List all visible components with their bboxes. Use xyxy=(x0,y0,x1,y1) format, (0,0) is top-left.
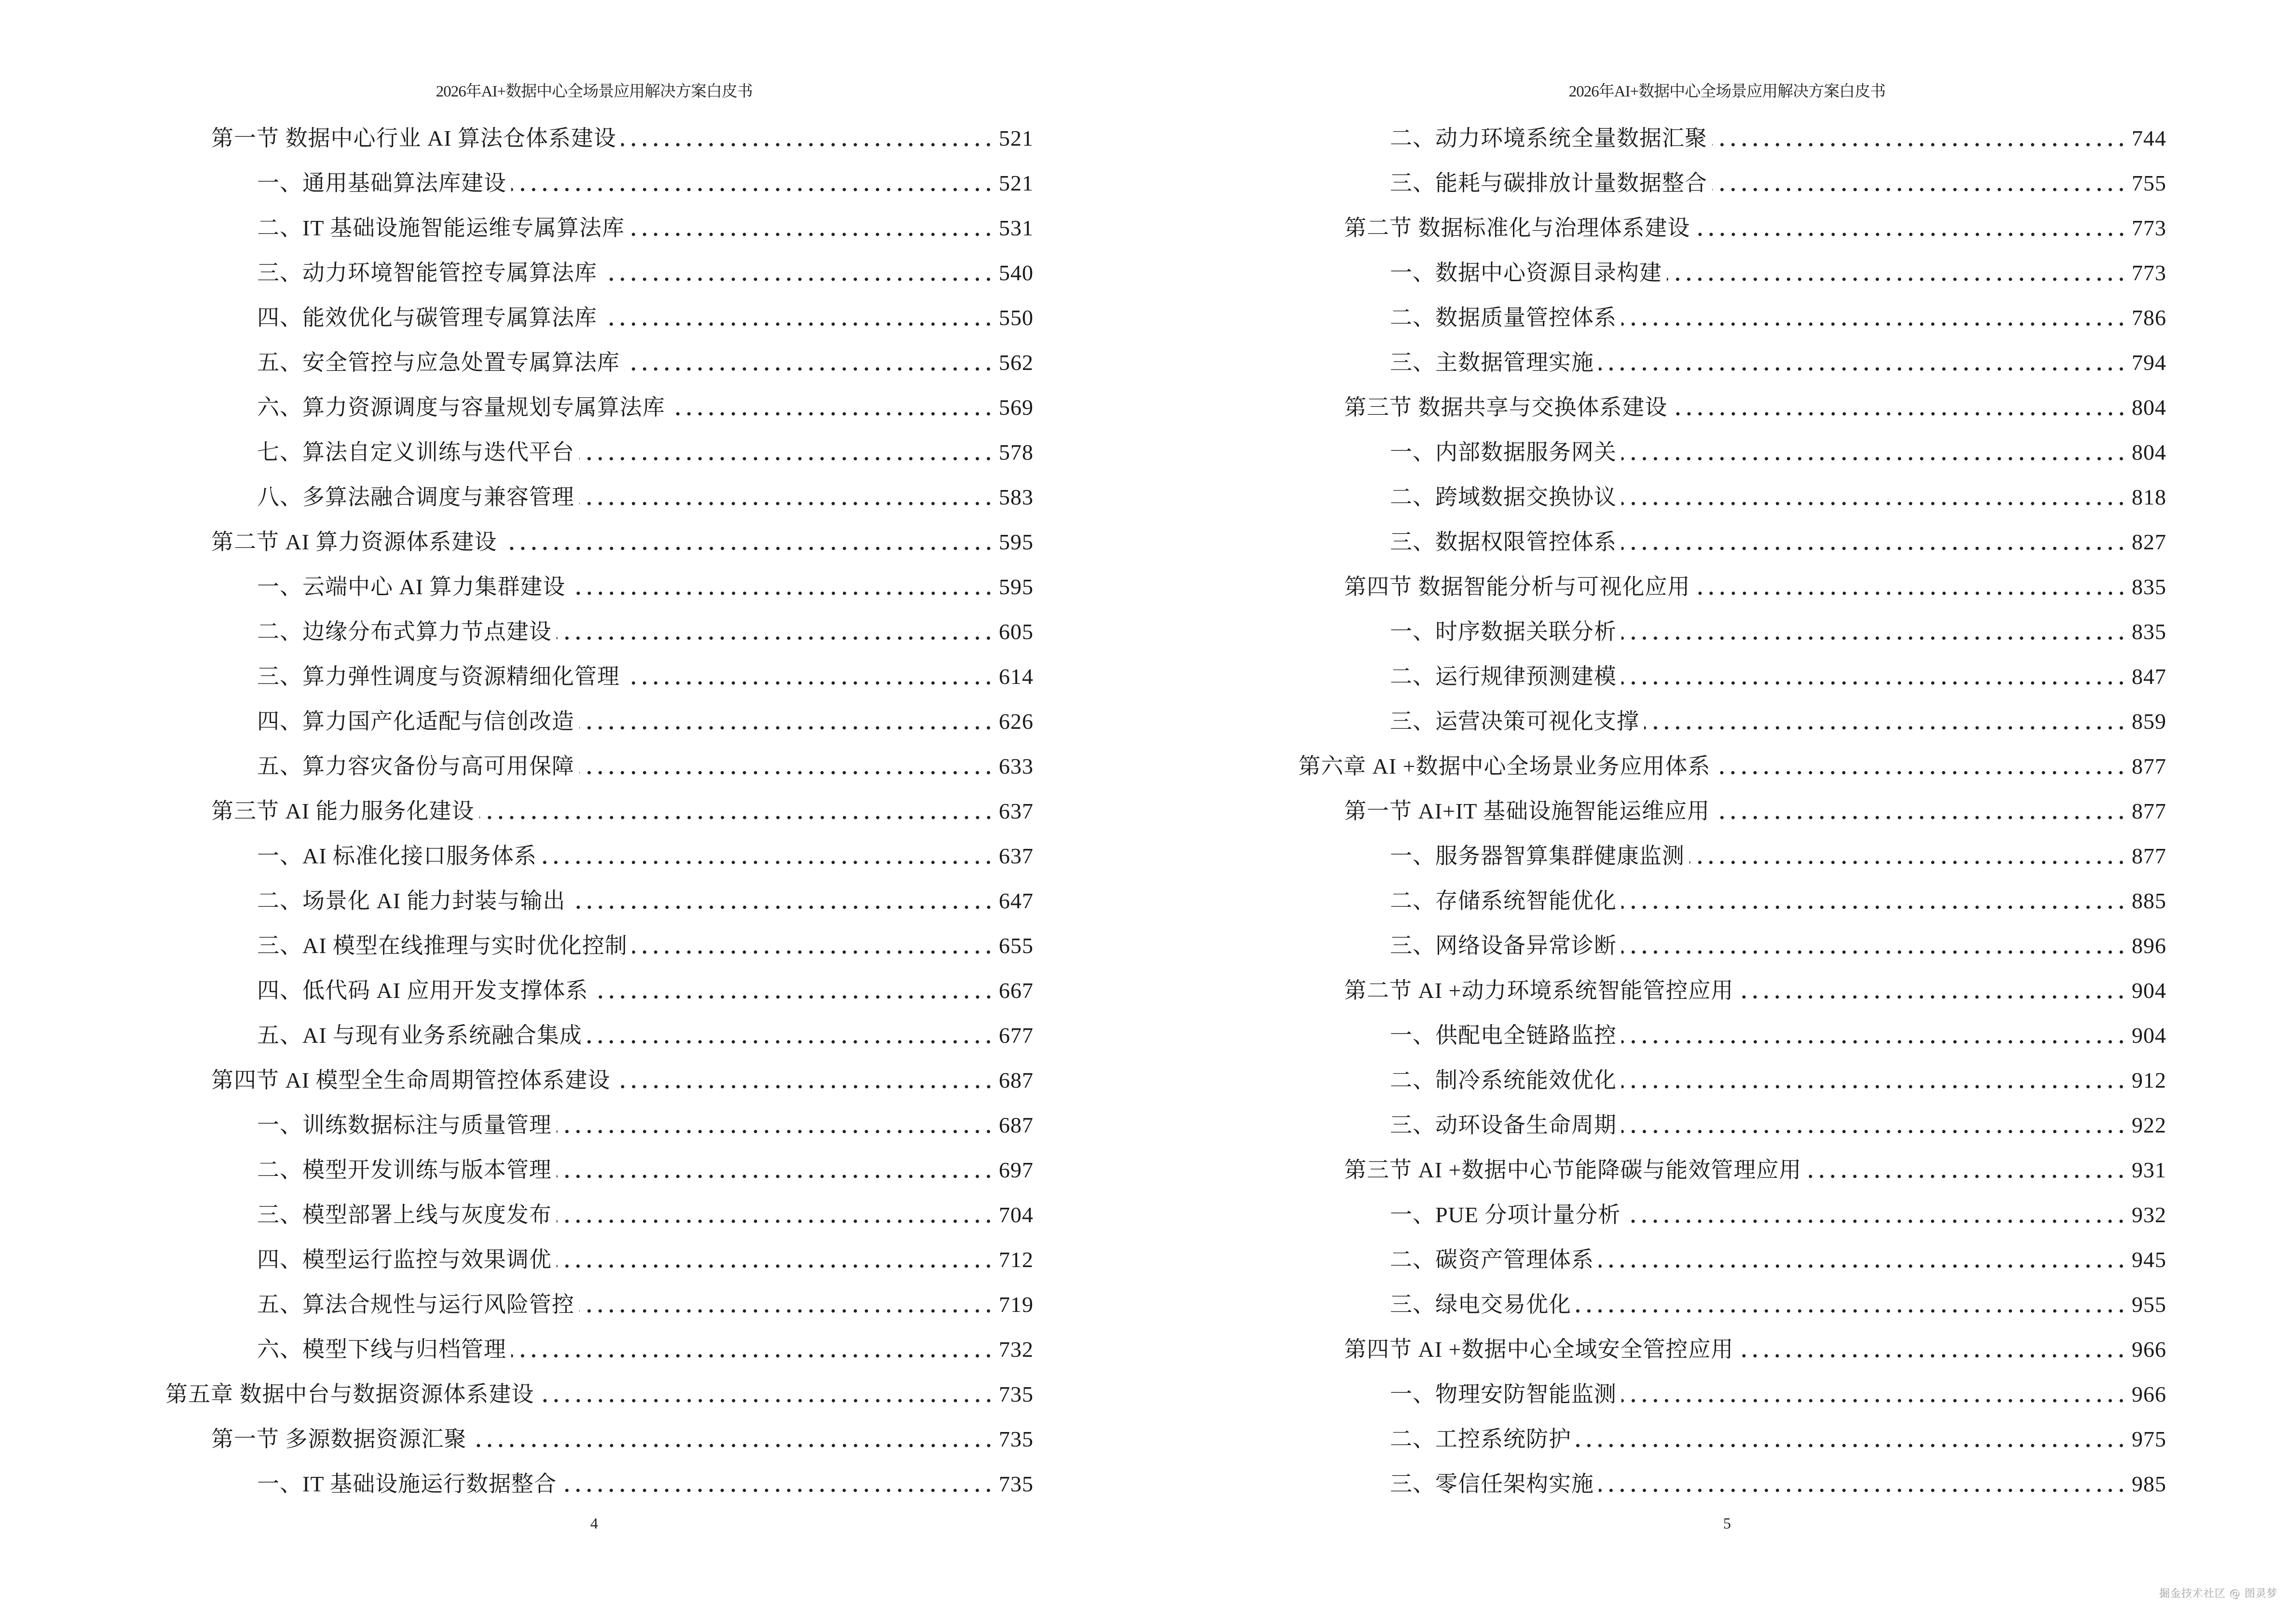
toc-entry-page-number: 521 xyxy=(999,170,1034,195)
toc-entry-page-number: 818 xyxy=(2132,484,2166,509)
running-header: 2026年AI+数据中心全场景应用解决方案白皮书 xyxy=(436,83,753,100)
dot-leader xyxy=(1715,816,2127,819)
toc-entry-section[interactable] xyxy=(1133,564,2166,609)
toc-entry-page-number: 605 xyxy=(999,619,1034,644)
dot-leader xyxy=(539,1399,994,1403)
toc-entry-page-number: 773 xyxy=(2132,215,2166,240)
toc-entry-page-number: 744 xyxy=(2132,125,2166,150)
dot-leader xyxy=(1689,860,2127,864)
toc-entry-title: 三、主数据管理实施 xyxy=(1390,350,1594,375)
toc-entry-page-number: 773 xyxy=(2132,260,2166,285)
toc-entry-item[interactable] xyxy=(1133,161,2166,205)
toc-entry-item[interactable] xyxy=(1133,699,2166,744)
toc-entry-title: 三、动环设备生命周期 xyxy=(1390,1112,1617,1137)
dot-leader xyxy=(1667,277,2127,281)
toc-entry-item[interactable] xyxy=(0,878,1034,923)
dot-leader xyxy=(1621,322,2127,326)
dot-leader xyxy=(511,1354,994,1358)
dot-leader xyxy=(587,1040,994,1044)
toc-entry-item[interactable] xyxy=(1133,340,2166,385)
toc-entry-title: 一、AI 标准化接口服务体系 xyxy=(257,843,537,868)
toc-entry-item[interactable] xyxy=(0,250,1034,295)
toc-entry-page-number: 847 xyxy=(2132,664,2166,689)
toc-entry-item[interactable] xyxy=(0,1147,1034,1192)
toc-entry-title: 二、场景化 AI 能力封装与输出 xyxy=(257,888,566,913)
toc-entry-title: 一、云端中心 AI 算力集群建设 xyxy=(257,574,566,599)
toc-entry-title: 第四节 AI +数据中心全域安全管控应用 xyxy=(1344,1337,1734,1362)
dot-leader xyxy=(571,591,994,595)
dot-leader xyxy=(1695,591,2127,595)
dot-leader xyxy=(579,1309,994,1313)
toc-entry-page-number: 966 xyxy=(2132,1337,2166,1362)
toc-entry-item[interactable] xyxy=(0,385,1034,430)
toc-entry-item[interactable] xyxy=(0,1282,1034,1327)
dot-leader xyxy=(1806,1174,2127,1178)
toc-entry-title: 三、算力弹性调度与资源精细化管理 xyxy=(257,664,620,689)
dot-leader xyxy=(511,188,994,191)
toc-entry-title: 二、工控系统防护 xyxy=(1390,1426,1571,1451)
dot-leader xyxy=(602,322,994,326)
toc-entry-page-number: 786 xyxy=(2132,305,2166,330)
dot-leader xyxy=(625,681,994,685)
toc-entry-title: 五、安全管控与应急处置专属算法库 xyxy=(257,350,620,375)
dot-leader xyxy=(593,995,994,999)
dot-leader xyxy=(557,1264,994,1268)
dot-leader xyxy=(1621,1085,2127,1089)
toc-entry-title: 第二节 AI 算力资源体系建设 xyxy=(211,529,497,554)
toc-list xyxy=(1133,116,2166,1506)
toc-entry-item[interactable] xyxy=(1133,923,2166,968)
toc-entry-page-number: 521 xyxy=(999,125,1034,150)
dot-leader xyxy=(1621,457,2127,461)
toc-entry-page-number: 735 xyxy=(999,1381,1034,1406)
toc-entry-item[interactable] xyxy=(1133,295,2166,340)
toc-entry-title: 三、AI 模型在线推理与实时优化控制 xyxy=(257,933,628,958)
toc-entry-page-number: 583 xyxy=(999,484,1034,509)
dot-leader xyxy=(625,367,994,371)
toc-entry-title: 第一节 AI+IT 基础设施智能运维应用 xyxy=(1344,798,1710,823)
toc-entry-title: 四、低代码 AI 应用开发支撑体系 xyxy=(257,978,588,1003)
toc-entry-title: 三、零信任架构实施 xyxy=(1390,1471,1594,1496)
toc-entry-item[interactable] xyxy=(1133,878,2166,923)
toc-entry-page-number: 931 xyxy=(2132,1157,2166,1182)
toc-entry-title: 三、能耗与碳排放计量数据整合 xyxy=(1390,170,1707,195)
dot-leader xyxy=(561,1488,994,1492)
toc-entry-title: 三、运营决策可视化支撑 xyxy=(1390,709,1639,734)
dot-leader xyxy=(1621,681,2127,685)
dot-leader xyxy=(1621,1130,2127,1133)
toc-entry-title: 六、模型下线与归档管理 xyxy=(257,1337,506,1362)
dot-leader xyxy=(1621,905,2127,909)
toc-entry-title: 四、能效优化与碳管理专属算法库 xyxy=(257,305,597,330)
dot-leader xyxy=(479,816,994,819)
toc-entry-section[interactable] xyxy=(1133,1147,2166,1192)
toc-entry-item[interactable] xyxy=(1133,654,2166,699)
toc-entry-chapter[interactable] xyxy=(0,1372,1034,1417)
dot-leader xyxy=(1621,950,2127,954)
toc-entry-title: 第三节 AI 能力服务化建设 xyxy=(211,798,475,823)
toc-entry-page-number: 704 xyxy=(999,1202,1034,1227)
toc-entry-page-number: 697 xyxy=(999,1157,1034,1182)
toc-entry-item[interactable] xyxy=(0,205,1034,250)
toc-entry-page-number: 677 xyxy=(999,1023,1034,1048)
watermark: 掘金技术社区 @ 图灵梦 xyxy=(2160,1588,2278,1600)
toc-entry-page-number: 687 xyxy=(999,1067,1034,1092)
toc-entry-title: 一、内部数据服务网关 xyxy=(1390,439,1617,464)
toc-entry-item[interactable] xyxy=(0,833,1034,878)
dot-leader xyxy=(1621,1040,2127,1044)
dot-leader xyxy=(579,726,994,730)
toc-entry-page-number: 735 xyxy=(999,1426,1034,1451)
toc-entry-item[interactable] xyxy=(1133,833,2166,878)
dot-leader xyxy=(615,1085,994,1089)
toc-entry-item[interactable] xyxy=(1133,250,2166,295)
toc-entry-page-number: 667 xyxy=(999,978,1034,1003)
toc-entry-item[interactable] xyxy=(0,1013,1034,1058)
dot-leader xyxy=(1621,502,2127,505)
dot-leader xyxy=(571,905,994,909)
toc-entry-page-number: 904 xyxy=(2132,1023,2166,1048)
toc-entry-page-number: 637 xyxy=(999,843,1034,868)
toc-entry-page-number: 578 xyxy=(999,439,1034,464)
dot-leader xyxy=(1599,367,2127,371)
dot-leader xyxy=(579,502,994,505)
dot-leader xyxy=(1738,1354,2127,1358)
toc-entry-item[interactable] xyxy=(0,340,1034,385)
toc-entry-title: 四、模型运行监控与效果调优 xyxy=(257,1247,552,1272)
toc-entry-section[interactable] xyxy=(1133,1327,2166,1372)
toc-entry-page-number: 945 xyxy=(2132,1247,2166,1272)
toc-entry-title: 第二节 数据标准化与治理体系建设 xyxy=(1344,215,1690,240)
dot-leader xyxy=(1599,1264,2127,1268)
toc-entry-section[interactable] xyxy=(0,1058,1034,1103)
dot-leader xyxy=(602,277,994,281)
toc-entry-title: 五、AI 与现有业务系统融合集成 xyxy=(257,1023,583,1048)
toc-entry-item[interactable] xyxy=(1133,1013,2166,1058)
dot-leader xyxy=(579,457,994,461)
toc-entry-page-number: 896 xyxy=(2132,933,2166,958)
toc-entry-item[interactable] xyxy=(0,161,1034,205)
toc-entry-section[interactable] xyxy=(0,1417,1034,1461)
toc-entry-title: 三、数据权限管控体系 xyxy=(1390,529,1617,554)
dot-leader xyxy=(1712,143,2127,147)
toc-entry-page-number: 595 xyxy=(999,529,1034,554)
toc-entry-page-number: 712 xyxy=(999,1247,1034,1272)
dot-leader xyxy=(579,771,994,775)
toc-entry-page-number: 922 xyxy=(2132,1112,2166,1137)
toc-entry-title: 五、算力容灾备份与高可用保障 xyxy=(257,753,574,778)
toc-entry-item[interactable] xyxy=(1133,519,2166,564)
dot-leader xyxy=(632,950,994,954)
toc-entry-page-number: 755 xyxy=(2132,170,2166,195)
toc-entry-item[interactable] xyxy=(0,1327,1034,1372)
toc-entry-item[interactable] xyxy=(0,654,1034,699)
toc-entry-title: 一、时序数据关联分析 xyxy=(1390,619,1617,644)
toc-entry-item[interactable] xyxy=(0,430,1034,475)
toc-entry-page-number: 687 xyxy=(999,1112,1034,1137)
toc-entry-title: 一、供配电全链路监控 xyxy=(1390,1023,1617,1048)
right-page xyxy=(1133,0,2266,1624)
dot-leader xyxy=(557,1130,994,1133)
toc-entry-page-number: 595 xyxy=(999,574,1034,599)
dot-leader xyxy=(1621,636,2127,640)
toc-entry-title: 一、物理安防智能监测 xyxy=(1390,1381,1617,1406)
dot-leader xyxy=(1621,546,2127,550)
toc-entry-page-number: 531 xyxy=(999,215,1034,240)
toc-entry-item[interactable] xyxy=(0,1237,1034,1282)
toc-entry-title: 二、运行规律预测建模 xyxy=(1390,664,1617,689)
dot-leader xyxy=(1644,726,2127,730)
toc-entry-item[interactable] xyxy=(0,923,1034,968)
toc-entry-page-number: 912 xyxy=(2132,1067,2166,1092)
toc-entry-item[interactable] xyxy=(1133,116,2166,161)
toc-entry-title: 三、模型部署上线与灰度发布 xyxy=(257,1202,552,1227)
dot-leader xyxy=(1712,188,2127,191)
dot-leader xyxy=(1695,232,2127,236)
toc-entry-item[interactable] xyxy=(1133,1417,2166,1461)
toc-entry-title: 第一节 多源数据资源汇聚 xyxy=(211,1426,467,1451)
toc-entry-item[interactable] xyxy=(0,564,1034,609)
toc-entry-page-number: 647 xyxy=(999,888,1034,913)
toc-entry-page-number: 827 xyxy=(2132,529,2166,554)
toc-entry-title: 第六章 AI +数据中心全场景业务应用体系 xyxy=(1298,753,1711,778)
toc-entry-page-number: 877 xyxy=(2132,798,2166,823)
dot-leader xyxy=(472,1444,994,1447)
dot-leader xyxy=(1621,1399,2127,1403)
toc-entry-chapter[interactable] xyxy=(1133,744,2166,789)
toc-entry-title: 二、IT 基础设施智能运维专属算法库 xyxy=(257,215,625,240)
toc-entry-title: 三、绿电交易优化 xyxy=(1390,1292,1571,1317)
toc-entry-page-number: 859 xyxy=(2132,709,2166,734)
toc-entry-title: 五、算法合规性与运行风险管控 xyxy=(257,1292,574,1317)
toc-entry-title: 一、服务器智算集群健康监测 xyxy=(1390,843,1685,868)
toc-entry-page-number: 885 xyxy=(2132,888,2166,913)
toc-entry-page-number: 719 xyxy=(999,1292,1034,1317)
dot-leader xyxy=(1625,1219,2127,1223)
toc-entry-page-number: 569 xyxy=(999,395,1034,420)
toc-entry-page-number: 975 xyxy=(2132,1426,2166,1451)
toc-entry-title: 一、IT 基础设施运行数据整合 xyxy=(257,1471,557,1496)
page-number: 5 xyxy=(1723,1515,1731,1532)
toc-entry-item[interactable] xyxy=(0,744,1034,789)
toc-entry-item[interactable] xyxy=(0,475,1034,519)
page-number: 4 xyxy=(590,1515,598,1532)
toc-entry-page-number: 735 xyxy=(999,1471,1034,1496)
toc-entry-item[interactable] xyxy=(0,968,1034,1013)
toc-entry-item[interactable] xyxy=(0,1103,1034,1147)
dot-leader xyxy=(1599,1488,2127,1492)
toc-entry-item[interactable] xyxy=(1133,475,2166,519)
toc-entry-page-number: 966 xyxy=(2132,1381,2166,1406)
toc-entry-title: 二、跨域数据交换协议 xyxy=(1390,484,1617,509)
toc-entry-title: 七、算法自定义训练与迭代平台 xyxy=(257,439,574,464)
toc-entry-title: 四、算力国产化适配与信创改造 xyxy=(257,709,574,734)
dot-leader xyxy=(557,1174,994,1178)
toc-entry-page-number: 637 xyxy=(999,798,1034,823)
toc-entry-title: 三、网络设备异常诊断 xyxy=(1390,933,1617,958)
toc-entry-item[interactable] xyxy=(1133,1103,2166,1147)
toc-entry-item[interactable] xyxy=(1133,1372,2166,1417)
toc-entry-page-number: 562 xyxy=(999,350,1034,375)
toc-entry-title: 一、数据中心资源目录构建 xyxy=(1390,260,1662,285)
toc-entry-title: 二、边缘分布式算力节点建设 xyxy=(257,619,552,644)
toc-entry-item[interactable] xyxy=(0,699,1034,744)
toc-entry-item[interactable] xyxy=(1133,609,2166,654)
toc-entry-title: 二、制冷系统能效优化 xyxy=(1390,1067,1617,1092)
dot-leader xyxy=(621,143,994,147)
dot-leader xyxy=(542,860,994,864)
toc-entry-page-number: 985 xyxy=(2132,1471,2166,1496)
dot-leader xyxy=(670,412,994,416)
toc-entry-item[interactable] xyxy=(1133,1461,2166,1506)
toc-entry-title: 三、动力环境智能管控专属算法库 xyxy=(257,260,597,285)
toc-entry-section[interactable] xyxy=(0,519,1034,564)
toc-entry-title: 二、动力环境系统全量数据汇聚 xyxy=(1390,125,1707,150)
dot-leader xyxy=(629,232,994,236)
toc-entry-page-number: 877 xyxy=(2132,753,2166,778)
toc-entry-page-number: 804 xyxy=(2132,439,2166,464)
toc-entry-title: 一、通用基础算法库建设 xyxy=(257,170,506,195)
toc-entry-page-number: 804 xyxy=(2132,395,2166,420)
toc-entry-section[interactable] xyxy=(1133,385,2166,430)
dot-leader xyxy=(1576,1309,2127,1313)
toc-entry-title: 一、训练数据标注与质量管理 xyxy=(257,1112,552,1137)
toc-entry-page-number: 732 xyxy=(999,1337,1034,1362)
toc-entry-item[interactable] xyxy=(1133,1058,2166,1103)
toc-entry-item[interactable] xyxy=(1133,1192,2166,1237)
toc-entry-title: 六、算力资源调度与容量规划专属算法库 xyxy=(257,395,665,420)
toc-entry-item[interactable] xyxy=(0,1192,1034,1237)
toc-entry-title: 第五章 数据中台与数据资源体系建设 xyxy=(165,1381,534,1406)
toc-list xyxy=(0,116,1034,1506)
toc-entry-page-number: 626 xyxy=(999,709,1034,734)
dot-leader xyxy=(1673,412,2127,416)
toc-entry-page-number: 540 xyxy=(999,260,1034,285)
toc-entry-title: 二、存储系统智能优化 xyxy=(1390,888,1617,913)
toc-entry-title: 第二节 AI +动力环境系统智能管控应用 xyxy=(1344,978,1734,1003)
toc-entry-item[interactable] xyxy=(1133,430,2166,475)
dot-leader xyxy=(1738,995,2127,999)
toc-entry-page-number: 877 xyxy=(2132,843,2166,868)
toc-entry-page-number: 614 xyxy=(999,664,1034,689)
toc-entry-title: 一、PUE 分项计量分析 xyxy=(1390,1202,1621,1227)
dot-leader xyxy=(1715,771,2127,775)
toc-entry-page-number: 835 xyxy=(2132,619,2166,644)
toc-entry-section[interactable] xyxy=(0,116,1034,161)
toc-entry-item[interactable] xyxy=(1133,1282,2166,1327)
toc-entry-page-number: 550 xyxy=(999,305,1034,330)
toc-entry-title: 第四节 AI 模型全生命周期管控体系建设 xyxy=(211,1067,611,1092)
dot-leader xyxy=(557,636,994,640)
toc-entry-section[interactable] xyxy=(1133,205,2166,250)
left-page xyxy=(0,0,1133,1624)
toc-entry-item[interactable] xyxy=(0,295,1034,340)
dot-leader xyxy=(557,1219,994,1223)
toc-entry-page-number: 794 xyxy=(2132,350,2166,375)
toc-entry-item[interactable] xyxy=(0,1461,1034,1506)
toc-entry-page-number: 835 xyxy=(2132,574,2166,599)
toc-entry-page-number: 932 xyxy=(2132,1202,2166,1227)
running-header: 2026年AI+数据中心全场景应用解决方案白皮书 xyxy=(1568,83,1886,100)
toc-entry-section[interactable] xyxy=(1133,968,2166,1013)
toc-entry-page-number: 655 xyxy=(999,933,1034,958)
toc-entry-item[interactable] xyxy=(1133,1237,2166,1282)
toc-entry-title: 第一节 数据中心行业 AI 算法仓体系建设 xyxy=(211,125,617,150)
toc-entry-title: 第三节 AI +数据中心节能降碳与能效管理应用 xyxy=(1344,1157,1802,1182)
dot-leader xyxy=(1576,1444,2127,1447)
toc-entry-page-number: 955 xyxy=(2132,1292,2166,1317)
toc-entry-page-number: 904 xyxy=(2132,978,2166,1003)
toc-entry-section[interactable] xyxy=(1133,789,2166,833)
toc-entry-title: 二、碳资产管理体系 xyxy=(1390,1247,1594,1272)
toc-entry-title: 二、模型开发训练与版本管理 xyxy=(257,1157,552,1182)
dot-leader xyxy=(502,546,994,550)
toc-entry-page-number: 633 xyxy=(999,753,1034,778)
toc-entry-item[interactable] xyxy=(0,609,1034,654)
toc-entry-title: 八、多算法融合调度与兼容管理 xyxy=(257,484,574,509)
toc-entry-section[interactable] xyxy=(0,789,1034,833)
toc-entry-title: 第三节 数据共享与交换体系建设 xyxy=(1344,395,1668,420)
toc-entry-title: 第四节 数据智能分析与可视化应用 xyxy=(1344,574,1690,599)
toc-entry-title: 二、数据质量管控体系 xyxy=(1390,305,1617,330)
